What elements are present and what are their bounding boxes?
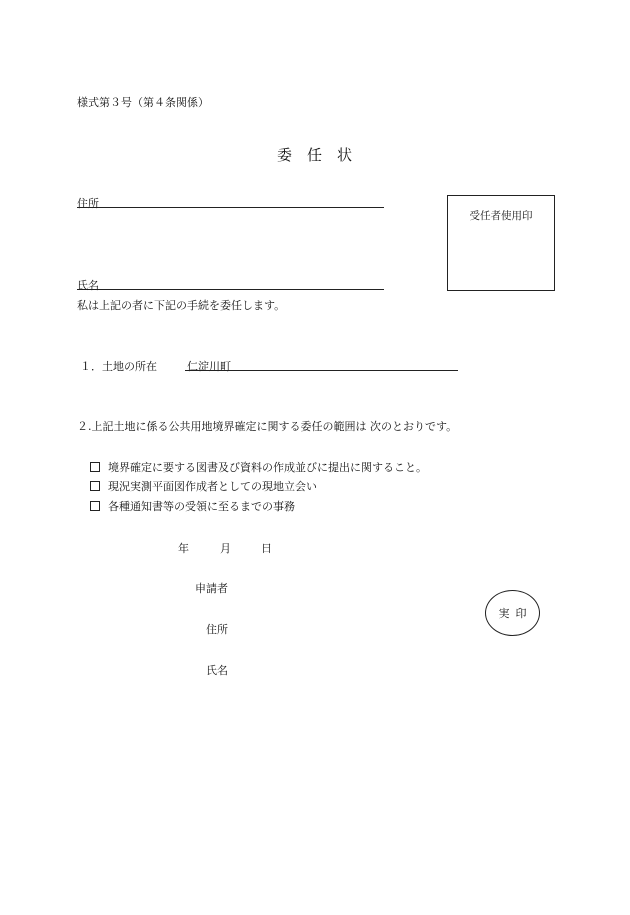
- checkbox[interactable]: [90, 501, 100, 511]
- grantee-address-line: [77, 207, 384, 208]
- checkbox[interactable]: [90, 481, 100, 491]
- date-day: 日: [261, 542, 272, 555]
- delegation-statement: 私は上記の者に下記の手続を委任します。: [77, 299, 286, 312]
- applicant-label: 申請者: [195, 582, 228, 595]
- document-title: 委 任 状: [277, 146, 353, 164]
- item2-text: ２.上記土地に係る公共用地境界確定に関する委任の範囲は 次のとおりです。: [77, 420, 458, 433]
- checklist-label: 各種通知書等の受領に至るまでの事務: [108, 500, 295, 513]
- seal-label: 実印: [498, 607, 533, 620]
- grantee-address-label: 住所: [77, 197, 99, 210]
- checklist-item: [90, 498, 295, 514]
- item1-underline: [185, 370, 458, 371]
- form-number: 様式第３号（第４条関係）: [77, 96, 209, 109]
- grantee-name-label: 氏名: [77, 279, 99, 292]
- checkbox[interactable]: [90, 462, 100, 472]
- item1-value: 仁淀川町: [187, 360, 231, 373]
- checklist-label: 現況実測平面図作成者としての現地立会い: [108, 480, 317, 493]
- date-year: 年: [178, 542, 189, 555]
- grantee-stamp-box: [447, 195, 555, 291]
- checklist-item: [90, 478, 317, 494]
- stamp-box-label: 受任者使用印: [469, 210, 533, 222]
- seal-circle: [485, 590, 540, 636]
- date-month: 月: [220, 542, 231, 555]
- applicant-name-label: 氏名: [206, 664, 228, 677]
- grantee-name-line: [77, 289, 384, 290]
- checklist-label: 境界確定に要する図書及び資料の作成並びに提出に関すること。: [108, 461, 427, 474]
- item1-label: １．土地の所在: [80, 360, 157, 373]
- applicant-address-label: 住所: [206, 623, 228, 636]
- checklist-item: [90, 459, 427, 475]
